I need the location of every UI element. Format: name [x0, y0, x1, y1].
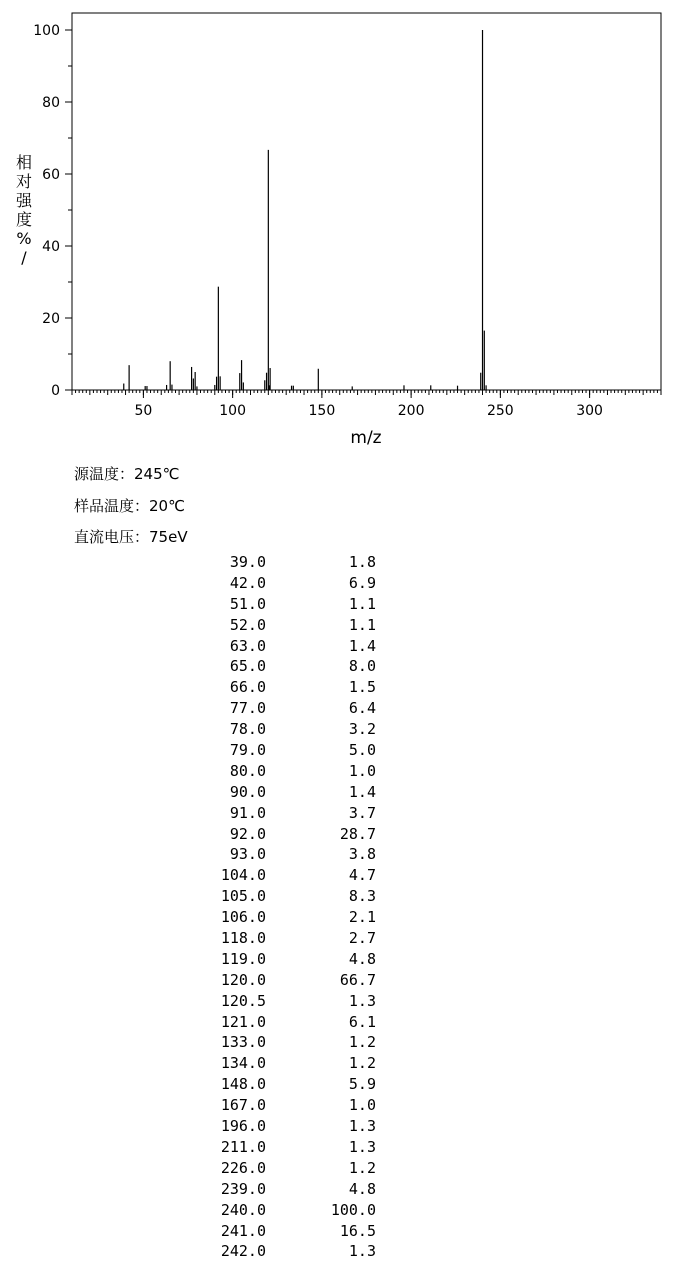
- abundance-value: 1.2: [348, 1158, 376, 1177]
- abundance-value: 1.2: [348, 1033, 376, 1052]
- abundance-value: 1.4: [348, 636, 376, 655]
- abundance-value: 1.5: [348, 678, 376, 697]
- table-row: [170, 886, 376, 907]
- mz-value: 134.0: [220, 1054, 266, 1073]
- mz-value: 78.0: [229, 720, 266, 739]
- abundance-value: 3.2: [348, 720, 376, 739]
- mz-value: 105.0: [220, 887, 266, 906]
- table-row: [170, 803, 376, 824]
- table-row: [170, 991, 376, 1012]
- abundance-value: 1.8: [348, 553, 376, 571]
- mz-value: 167.0: [220, 1096, 266, 1115]
- table-row: [170, 552, 376, 573]
- y-axis-label-char: 强: [15, 191, 33, 210]
- mz-value: 120.5: [220, 991, 266, 1010]
- y-axis-label-char: 对: [15, 172, 33, 191]
- abundance-value: 1.2: [348, 1054, 376, 1073]
- y-axis-label: [16, 153, 33, 267]
- x-axis-ticks: [134, 390, 602, 419]
- x-tick-label: 200: [397, 403, 425, 419]
- y-axis-label-char: 度: [15, 210, 33, 229]
- dc-voltage: 直流电压：75eV: [74, 528, 188, 546]
- table-row: [170, 970, 376, 991]
- table-row: [170, 928, 376, 949]
- table-row: [170, 573, 376, 594]
- mz-value: 79.0: [229, 741, 266, 760]
- abundance-value: 5.9: [348, 1075, 376, 1094]
- mz-value: 52.0: [229, 615, 266, 634]
- table-row: [170, 1179, 376, 1200]
- abundance-value: 6.4: [348, 699, 376, 718]
- mz-value: 93.0: [229, 845, 266, 864]
- abundance-value: 1.0: [348, 1096, 376, 1115]
- abundance-value: 3.7: [348, 803, 376, 822]
- abundance-value: 66.7: [339, 970, 376, 989]
- table-row: [170, 677, 376, 698]
- x-tick-label: 150: [308, 403, 336, 419]
- table-row: [170, 1012, 376, 1033]
- table-row: [170, 761, 376, 782]
- abundance-value: 6.9: [348, 573, 376, 592]
- table-row: [170, 1095, 376, 1116]
- table-row: [170, 1200, 376, 1221]
- mass-spectrum-chart: [0, 0, 680, 455]
- mz-value: 242.0: [220, 1242, 266, 1261]
- table-row: [170, 1158, 376, 1179]
- mz-value: 121.0: [220, 1012, 266, 1031]
- abundance-value: 4.8: [348, 1179, 376, 1198]
- abundance-value: 1.1: [348, 615, 376, 634]
- table-row: [170, 1221, 376, 1242]
- table-row: [170, 782, 376, 803]
- table-row: [170, 844, 376, 865]
- peak-table: [170, 552, 376, 1262]
- table-row: [170, 865, 376, 886]
- mz-value: 241.0: [220, 1221, 266, 1240]
- abundance-value: 16.5: [339, 1221, 376, 1240]
- plot-frame: [72, 13, 661, 390]
- mz-value: 92.0: [229, 824, 266, 843]
- abundance-value: 2.1: [348, 908, 376, 927]
- mz-value: 106.0: [220, 908, 266, 927]
- table-row: [170, 656, 376, 677]
- abundance-value: 8.3: [348, 887, 376, 906]
- abundance-value: 1.1: [348, 594, 376, 613]
- table-row: [170, 719, 376, 740]
- mz-value: 39.0: [229, 553, 266, 571]
- abundance-value: 4.8: [348, 949, 376, 968]
- abundance-value: 4.7: [348, 866, 376, 885]
- y-tick-label: 60: [42, 167, 60, 183]
- mz-value: 42.0: [229, 573, 266, 592]
- mz-value: 240.0: [220, 1200, 266, 1219]
- abundance-value: 1.0: [348, 761, 376, 780]
- mz-value: 119.0: [220, 949, 266, 968]
- mz-value: 77.0: [229, 699, 266, 718]
- mz-value: 196.0: [220, 1117, 266, 1136]
- abundance-value: 1.3: [348, 991, 376, 1010]
- mz-value: 90.0: [229, 782, 266, 801]
- y-axis-label-char: /: [21, 248, 27, 267]
- abundance-value: 1.4: [348, 782, 376, 801]
- x-tick-label: 100: [219, 403, 247, 419]
- table-row: [170, 824, 376, 845]
- abundance-value: 6.1: [348, 1012, 376, 1031]
- abundance-value: 100.0: [330, 1200, 376, 1219]
- mz-value: 226.0: [220, 1158, 266, 1177]
- y-tick-label: 40: [42, 239, 60, 255]
- minor-ticks: [68, 66, 661, 395]
- mz-value: 66.0: [229, 678, 266, 697]
- table-row: [170, 1137, 376, 1158]
- table-row: [170, 698, 376, 719]
- mz-value: 211.0: [220, 1137, 266, 1156]
- mz-value: 80.0: [229, 761, 266, 780]
- y-axis-ticks: [33, 23, 72, 399]
- mz-value: 63.0: [229, 636, 266, 655]
- x-tick-label: 250: [486, 403, 514, 419]
- table-row: [170, 1053, 376, 1074]
- mz-value: 104.0: [220, 866, 266, 885]
- sample-temperature: 样品温度：20℃: [74, 497, 185, 515]
- mz-value: 148.0: [220, 1075, 266, 1094]
- table-row: [170, 594, 376, 615]
- mz-value: 133.0: [220, 1033, 266, 1052]
- abundance-value: 28.7: [339, 824, 376, 843]
- table-row: [170, 636, 376, 657]
- source-temperature: 源温度：245℃: [74, 465, 180, 483]
- y-tick-label: 0: [51, 383, 60, 399]
- y-tick-label: 20: [42, 311, 60, 327]
- x-tick-label: 300: [576, 403, 603, 419]
- table-row: [170, 1032, 376, 1053]
- abundance-value: 1.3: [348, 1242, 376, 1261]
- table-row: [170, 1241, 376, 1262]
- y-axis-label-char: %: [16, 229, 32, 248]
- abundance-value: 1.3: [348, 1137, 376, 1156]
- table-row: [170, 615, 376, 636]
- x-axis-label: m/z: [350, 428, 382, 448]
- mz-value: 91.0: [229, 803, 266, 822]
- abundance-value: 1.3: [348, 1117, 376, 1136]
- mz-value: 51.0: [229, 594, 266, 613]
- mz-value: 120.0: [220, 970, 266, 989]
- x-tick-label: 50: [134, 403, 153, 419]
- mz-value: 65.0: [229, 657, 266, 676]
- y-tick-label: 80: [42, 95, 60, 111]
- abundance-value: 3.8: [348, 845, 376, 864]
- table-row: [170, 1074, 376, 1095]
- table-row: [170, 740, 376, 761]
- table-row: [170, 949, 376, 970]
- mz-value: 118.0: [220, 929, 266, 948]
- table-row: [170, 907, 376, 928]
- mz-value: 239.0: [220, 1179, 266, 1198]
- abundance-value: 8.0: [348, 657, 376, 676]
- abundance-value: 2.7: [348, 929, 376, 948]
- y-tick-label: 100: [33, 23, 60, 39]
- peak-bars: [124, 30, 486, 390]
- table-row: [170, 1116, 376, 1137]
- abundance-value: 5.0: [348, 741, 376, 760]
- y-axis-label-char: 相: [15, 153, 33, 172]
